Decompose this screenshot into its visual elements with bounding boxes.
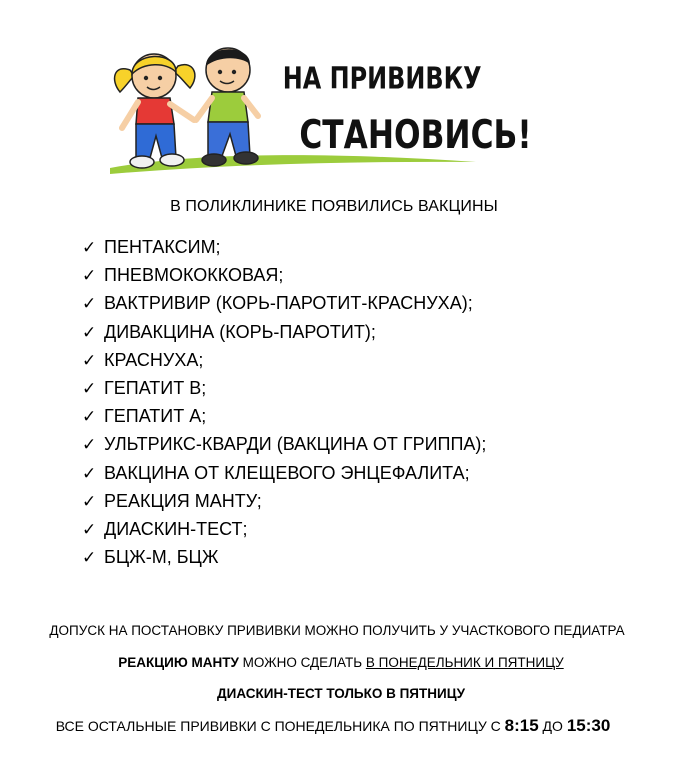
- vaccine-name: КРАСНУХА;: [104, 349, 204, 370]
- vaccine-item: [82, 515, 486, 543]
- schedule-mid: ДО: [538, 718, 567, 734]
- schedule-prefix: ВСЕ ОСТАЛЬНЫЕ ПРИВИВКИ С ПОНЕДЕЛЬНИКА ПО ПЯТНИЦУ С: [55, 718, 505, 734]
- vaccine-name: ДИАСКИН-ТЕСТ;: [104, 518, 248, 539]
- checkmark-icon: ✓: [82, 266, 97, 286]
- vaccine-item: [82, 346, 486, 374]
- mantoux-note: [0, 655, 682, 670]
- vaccine-name: ПНЕВМОКОККОВАЯ;: [104, 265, 284, 286]
- vaccine-name: РЕАКЦИЯ МАНТУ;: [104, 490, 262, 511]
- checkmark-icon: ✓: [82, 435, 97, 455]
- vaccine-item: [82, 430, 486, 458]
- checkmark-icon: ✓: [82, 294, 97, 314]
- vaccine-item: [82, 459, 486, 487]
- checkmark-icon: ✓: [82, 407, 97, 427]
- vaccine-name: ГЕПАТИТ В;: [104, 377, 207, 398]
- vaccine-item: [82, 289, 486, 317]
- vaccine-item: [82, 233, 486, 261]
- vaccine-name: ВАКЦИНА ОТ КЛЕЩЕВОГО ЭНЦЕФАЛИТА;: [104, 462, 470, 483]
- vaccine-name: ВАКТРИВИР (КОРЬ-ПАРОТИТ-КРАСНУХА);: [104, 293, 473, 314]
- vaccine-name: УЛЬТРИКС-КВАРДИ (ВАКЦИНА ОТ ГРИППА);: [104, 434, 487, 455]
- vaccine-item: [82, 374, 486, 402]
- vaccine-item: [82, 318, 486, 346]
- vaccine-name: БЦЖ-М, БЦЖ: [104, 547, 219, 568]
- vaccine-item: [82, 402, 486, 430]
- mantoux-bold: РЕАКЦИЮ МАНТУ: [118, 655, 239, 670]
- banner-line2: СТАНОВИСЬ!: [299, 112, 532, 159]
- vaccine-item: [82, 261, 486, 289]
- schedule-note: [0, 716, 674, 736]
- vaccine-item: [82, 487, 486, 515]
- checkmark-icon: ✓: [82, 548, 97, 568]
- kids-illustration: [108, 40, 532, 180]
- girl-figure: [115, 54, 195, 168]
- mantoux-mid: МОЖНО СДЕЛАТЬ: [238, 655, 366, 670]
- vaccine-list: [82, 233, 486, 571]
- checkmark-icon: ✓: [82, 238, 97, 257]
- vaccination-banner: [108, 40, 532, 180]
- vaccine-name: ПЕНТАКСИМ;: [104, 237, 221, 257]
- checkmark-icon: ✓: [82, 491, 97, 511]
- schedule-from: 8:15: [504, 716, 539, 735]
- intro-heading: В ПОЛИКЛИНИКЕ ПОЯВИЛИСЬ ВАКЦИНЫ: [170, 198, 498, 215]
- diaskin-note: [0, 686, 682, 701]
- vaccine-name: ДИВАКЦИНА (КОРЬ-ПАРОТИТ);: [104, 321, 376, 342]
- checkmark-icon: ✓: [82, 463, 97, 483]
- checkmark-icon: ✓: [82, 322, 97, 342]
- checkmark-icon: ✓: [82, 378, 97, 398]
- vaccine-name: ГЕПАТИТ А;: [104, 406, 207, 427]
- checkmark-icon: ✓: [82, 519, 97, 539]
- admission-note: ДОПУСК НА ПОСТАНОВКУ ПРИВИВКИ МОЖНО ПОЛУЧИТЬ У УЧАСТКОВОГО ПЕДИАТРА: [49, 623, 625, 638]
- banner-line1: НА ПРИВИВКУ: [282, 61, 482, 97]
- vaccine-item: [82, 543, 486, 571]
- mantoux-days: В ПОНЕДЕЛЬНИК И ПЯТНИЦУ: [365, 655, 564, 670]
- boy-figure: [196, 48, 258, 166]
- checkmark-icon: ✓: [82, 350, 97, 370]
- diaskin-text: ДИАСКИН-ТЕСТ ТОЛЬКО В ПЯТНИЦУ: [217, 686, 465, 701]
- schedule-to: 15:30: [566, 716, 611, 735]
